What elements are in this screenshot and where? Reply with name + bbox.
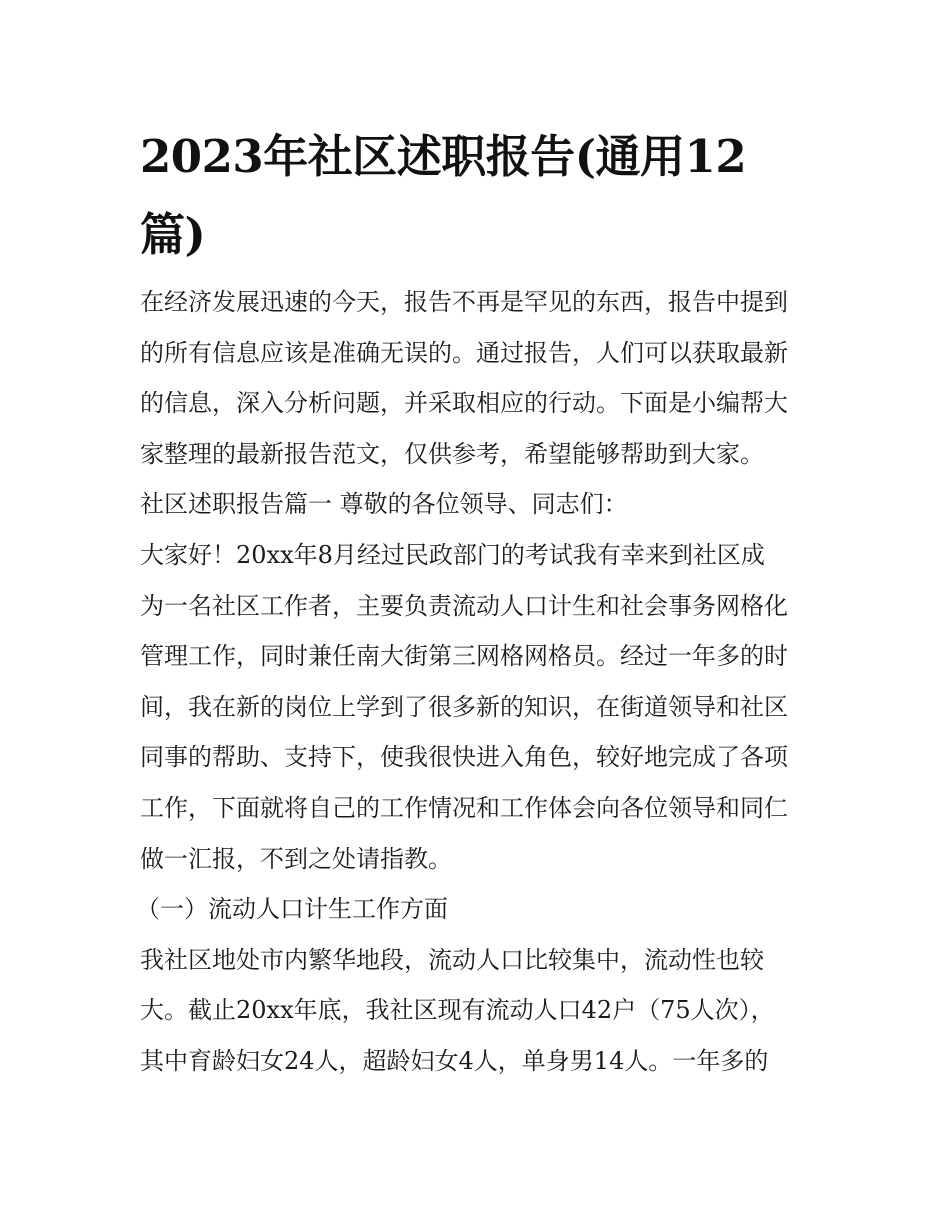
document-body <box>136 277 820 1087</box>
paragraph-line: 管理工作，同时兼任南大街第三网格网格员。经过一年多的时 <box>140 642 788 671</box>
paragraph-line: 其中育龄妇女24人，超龄妇女4人，单身男14人。一年多的 <box>140 1046 769 1075</box>
subsection-heading-line: （一）流动人口计生工作方面 <box>136 895 448 924</box>
paragraph-line: 大。截止20xx年底，我社区现有流动人口42户（75人次）， <box>140 996 775 1025</box>
document-title <box>140 118 820 274</box>
paragraph-line: 的所有信息应该是准确无误的。通过报告，人们可以获取最新 <box>140 338 788 367</box>
title-line: 2023年社区述职报告(通用12 <box>140 130 747 183</box>
title-line: 篇) <box>140 208 206 261</box>
paragraph-line: 为一名社区工作者，主要负责流动人口计生和社会事务网格化 <box>140 591 788 620</box>
paragraph-line: 工作，下面就将自己的工作情况和工作体会向各位领导和同仁 <box>140 793 788 822</box>
paragraph-line: 家整理的最新报告范文，仅供参考，希望能够帮助到大家。 <box>140 439 764 468</box>
paragraph-line: 在经济发展迅速的今天，报告不再是罕见的东西，报告中提到 <box>140 288 788 316</box>
paragraph-line: 大家好！20xx年8月经过民政部门的考试我有幸来到社区成 <box>140 540 765 569</box>
paragraph-line: 的信息，深入分析问题，并采取相应的行动。下面是小编帮大 <box>140 389 788 418</box>
paragraph-line: 间，我在新的岗位上学到了很多新的知识，在街道领导和社区 <box>140 692 788 721</box>
paragraph-line: 我社区地处市内繁华地段，流动人口比较集中，流动性也较 <box>140 945 764 974</box>
paragraph-line: 同事的帮助、支持下，使我很快进入角色，较好地完成了各项 <box>140 743 788 772</box>
paragraph-line: 做一汇报，不到之处请指教。 <box>140 844 452 873</box>
section-heading-line: 社区述职报告篇一 尊敬的各位领导、同志们： <box>140 490 628 519</box>
